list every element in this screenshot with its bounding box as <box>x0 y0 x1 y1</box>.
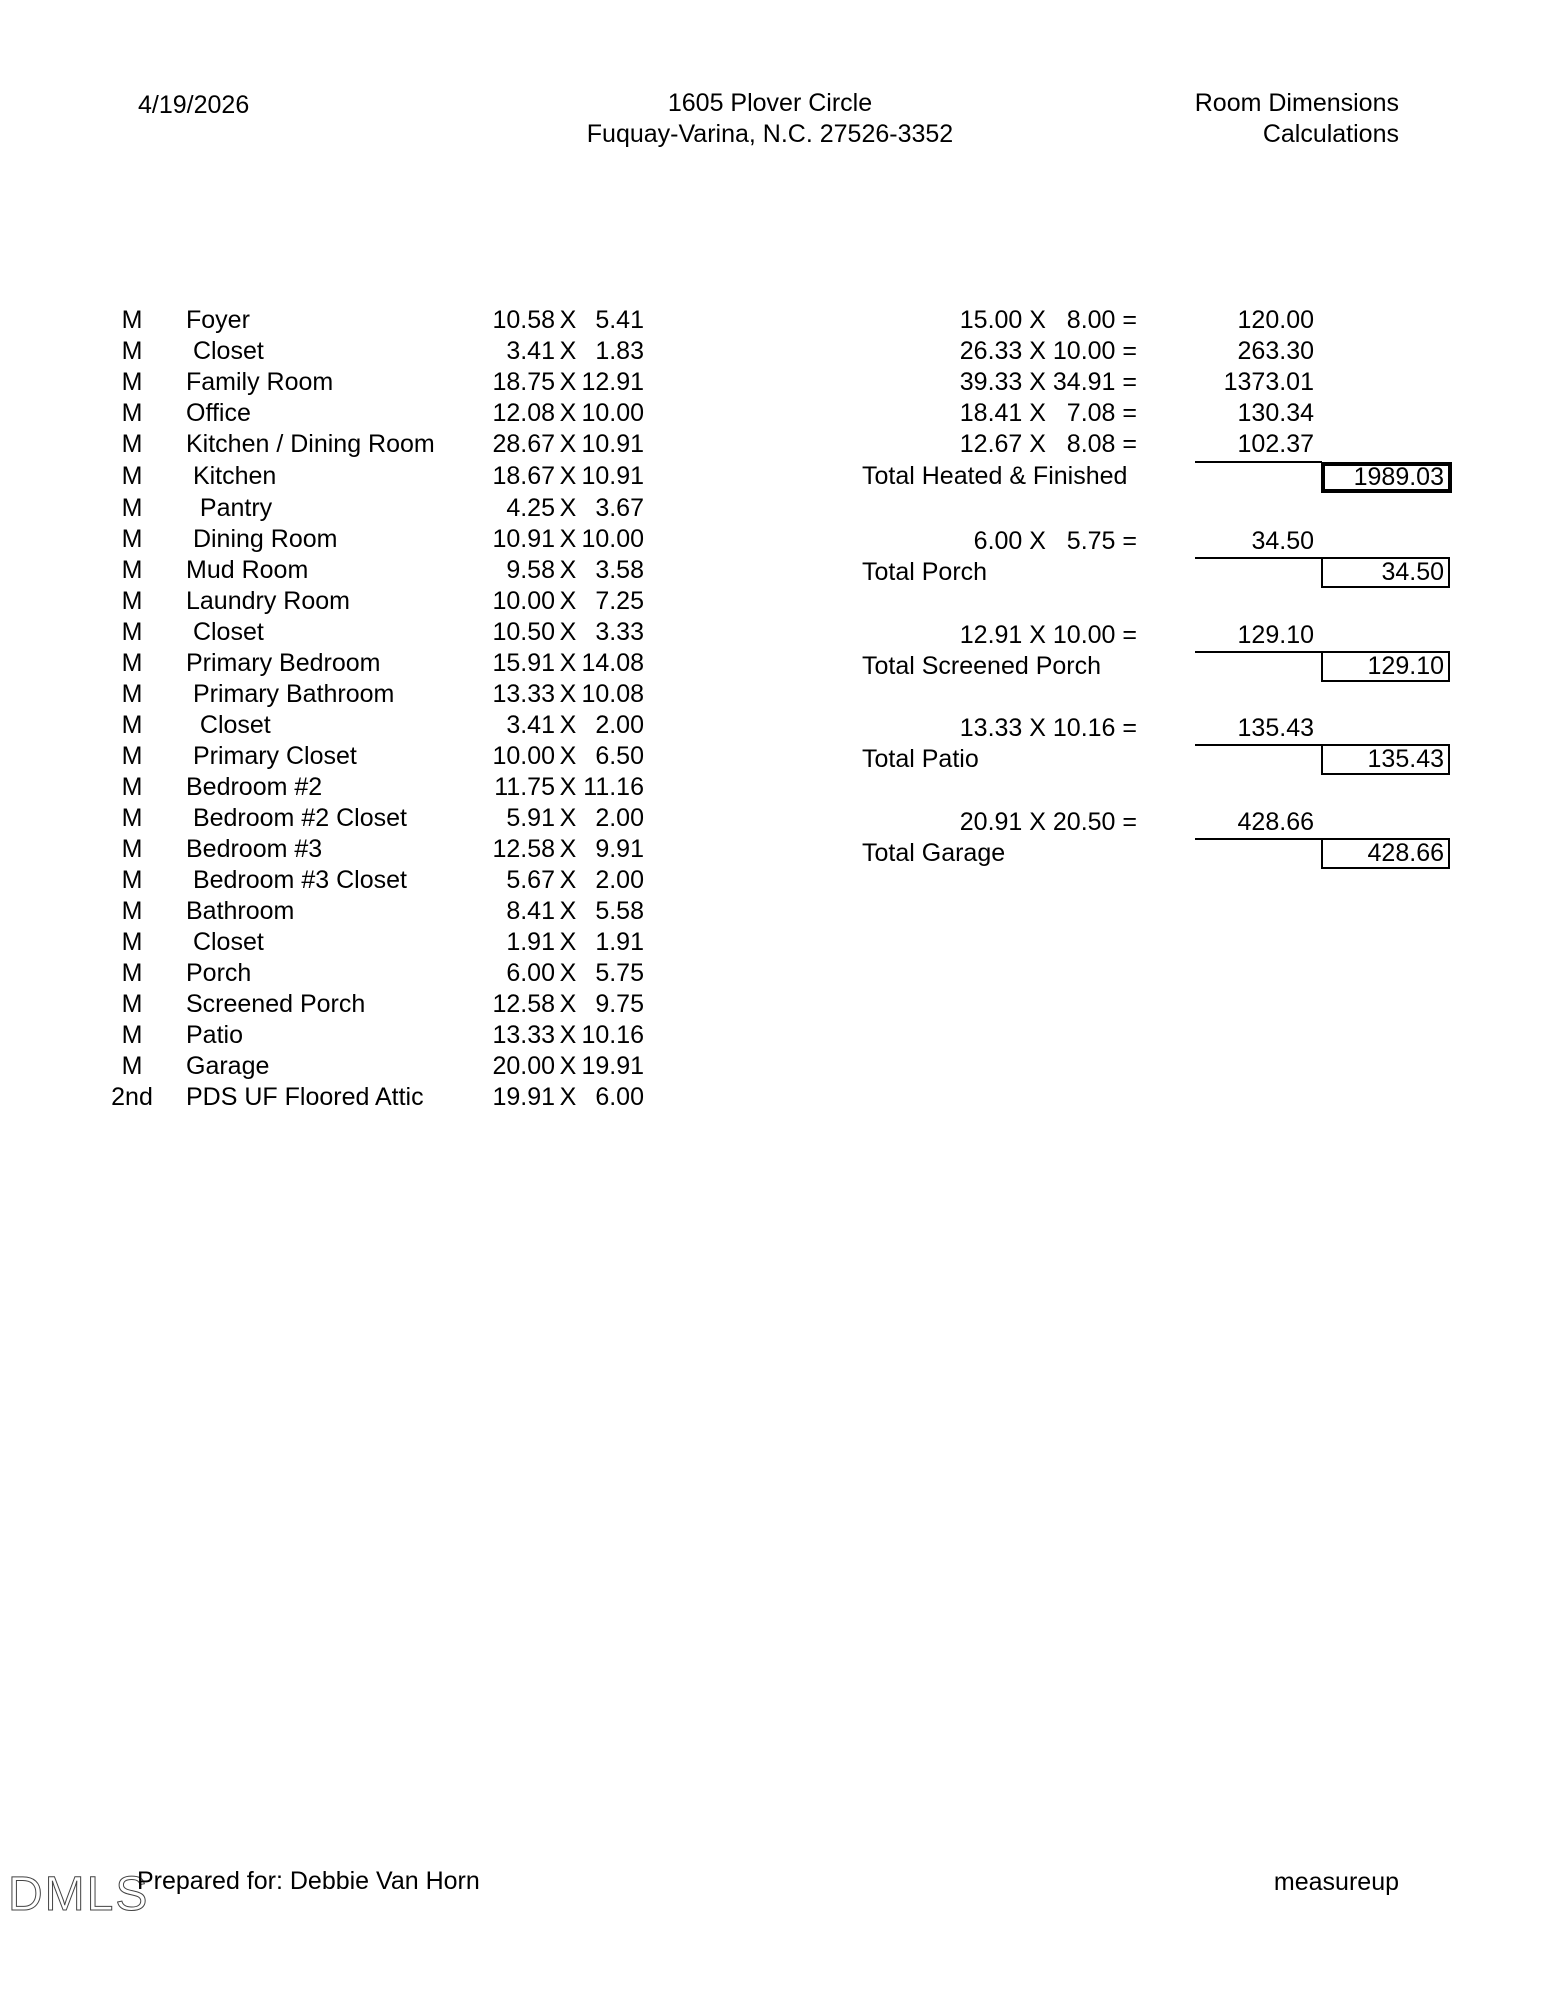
room-depth: 10.00 <box>581 525 644 553</box>
total-patio-value: 135.43 <box>1321 744 1450 775</box>
patio-area: 135.43 <box>1237 714 1314 742</box>
room-depth: 14.08 <box>581 649 644 677</box>
room-times: X <box>559 494 577 522</box>
room-times: X <box>559 928 577 956</box>
room-level: M <box>121 897 143 925</box>
room-name: Garage <box>186 1052 270 1080</box>
room-width: 12.08 <box>492 399 555 427</box>
room-times: X <box>559 990 577 1018</box>
total-porch-value: 34.50 <box>1321 557 1450 588</box>
total-screened-porch-value: 129.10 <box>1321 651 1450 682</box>
total-patio-label: Total Patio <box>862 745 979 773</box>
room-width: 19.91 <box>492 1083 555 1111</box>
room-name: Screened Porch <box>186 990 366 1018</box>
room-depth: 6.50 <box>595 742 644 770</box>
total-porch-label: Total Porch <box>862 558 988 586</box>
total-heated-label: Total Heated & Finished <box>862 462 1128 490</box>
room-name: Dining Room <box>186 525 338 553</box>
room-name: Primary Bathroom <box>186 680 395 708</box>
room-depth: 12.91 <box>581 368 644 396</box>
room-depth: 5.41 <box>595 306 644 334</box>
room-width: 13.33 <box>492 1021 555 1049</box>
room-width: 6.00 <box>506 959 555 987</box>
room-width: 8.41 <box>506 897 555 925</box>
room-times: X <box>559 587 577 615</box>
heated-area: 263.30 <box>1237 337 1314 365</box>
room-level: M <box>121 399 143 427</box>
room-depth: 3.58 <box>595 556 644 584</box>
room-width: 18.75 <box>492 368 555 396</box>
room-width: 10.00 <box>492 742 555 770</box>
room-level: M <box>121 835 143 863</box>
room-times: X <box>559 368 577 396</box>
room-times: X <box>559 462 577 490</box>
room-times: X <box>559 804 577 832</box>
room-times: X <box>559 1021 577 1049</box>
room-name: Closet <box>186 337 264 365</box>
room-times: X <box>559 618 577 646</box>
room-name: Bedroom #2 Closet <box>186 804 407 832</box>
room-width: 9.58 <box>506 556 555 584</box>
room-name: Bedroom #2 <box>186 773 323 801</box>
room-width: 3.41 <box>506 711 555 739</box>
room-level: M <box>121 866 143 894</box>
room-times: X <box>559 835 577 863</box>
room-times: X <box>559 556 577 584</box>
room-name: Primary Closet <box>186 742 357 770</box>
prepared-for: Prepared for: Debbie Van Horn <box>137 1867 480 1895</box>
room-depth: 10.16 <box>581 1021 644 1049</box>
room-times: X <box>559 711 577 739</box>
heated-formula: 26.33 X 10.00 = <box>959 337 1137 365</box>
room-width: 20.00 <box>492 1052 555 1080</box>
room-width: 12.58 <box>492 990 555 1018</box>
room-width: 10.58 <box>492 306 555 334</box>
room-level: M <box>121 773 143 801</box>
heated-formula: 12.67 X 8.08 = <box>959 430 1137 458</box>
heated-area: 1373.01 <box>1223 368 1314 396</box>
room-level: M <box>121 462 143 490</box>
room-level: M <box>121 804 143 832</box>
room-width: 15.91 <box>492 649 555 677</box>
room-width: 13.33 <box>492 680 555 708</box>
room-name: Bathroom <box>186 897 295 925</box>
room-depth: 10.00 <box>581 399 644 427</box>
room-width: 11.75 <box>494 773 555 801</box>
porch-area: 34.50 <box>1251 527 1314 555</box>
room-depth: 2.00 <box>595 804 644 832</box>
room-name: Patio <box>186 1021 243 1049</box>
room-depth: 1.91 <box>595 928 644 956</box>
room-depth: 10.91 <box>581 462 644 490</box>
address-line-2: Fuquay-Varina, N.C. 27526-3352 <box>586 120 954 148</box>
room-width: 10.91 <box>492 525 555 553</box>
room-times: X <box>559 680 577 708</box>
room-level: M <box>121 587 143 615</box>
room-width: 5.91 <box>506 804 555 832</box>
room-depth: 19.91 <box>581 1052 644 1080</box>
room-depth: 1.83 <box>595 337 644 365</box>
underline <box>1195 461 1322 463</box>
room-level: M <box>121 525 143 553</box>
svg-text:DMLS: DMLS <box>8 1868 150 1918</box>
room-width: 18.67 <box>492 462 555 490</box>
heated-formula: 39.33 X 34.91 = <box>959 368 1137 396</box>
room-name: Porch <box>186 959 252 987</box>
room-width: 10.00 <box>492 587 555 615</box>
underline <box>1195 838 1322 840</box>
room-level: M <box>121 494 143 522</box>
room-depth: 10.91 <box>581 430 644 458</box>
room-level: M <box>121 430 143 458</box>
garage-formula: 20.91 X 20.50 = <box>959 808 1137 836</box>
report-title-line-2: Calculations <box>1262 120 1399 148</box>
room-width: 3.41 <box>506 337 555 365</box>
room-times: X <box>559 399 577 427</box>
room-level: M <box>121 711 143 739</box>
room-depth: 3.67 <box>595 494 644 522</box>
room-name: Foyer <box>186 306 250 334</box>
room-depth: 7.25 <box>595 587 644 615</box>
underline <box>1195 557 1322 559</box>
room-level: M <box>121 556 143 584</box>
screened-porch-area: 129.10 <box>1237 621 1314 649</box>
room-depth: 3.33 <box>595 618 644 646</box>
room-width: 1.91 <box>506 928 555 956</box>
underline <box>1195 651 1322 653</box>
room-level: 2nd <box>111 1083 153 1111</box>
room-width: 28.67 <box>492 430 555 458</box>
room-times: X <box>559 866 577 894</box>
room-name: Kitchen / Dining Room <box>186 430 435 458</box>
room-times: X <box>559 430 577 458</box>
garage-area: 428.66 <box>1237 808 1314 836</box>
room-times: X <box>559 959 577 987</box>
screened-porch-formula: 12.91 X 10.00 = <box>959 621 1137 649</box>
room-level: M <box>121 1052 143 1080</box>
total-garage-value: 428.66 <box>1321 838 1450 869</box>
total-screened-porch-label: Total Screened Porch <box>862 652 1102 680</box>
room-name: PDS UF Floored Attic <box>186 1083 424 1111</box>
room-depth: 6.00 <box>595 1083 644 1111</box>
room-level: M <box>121 959 143 987</box>
room-times: X <box>559 1083 577 1111</box>
room-width: 10.50 <box>492 618 555 646</box>
room-width: 5.67 <box>506 866 555 894</box>
room-name: Primary Bedroom <box>186 649 381 677</box>
underline <box>1195 744 1322 746</box>
room-name: Mud Room <box>186 556 309 584</box>
report-title-line-1: Room Dimensions <box>1194 89 1399 117</box>
room-name: Family Room <box>186 368 334 396</box>
room-times: X <box>559 649 577 677</box>
room-depth: 9.75 <box>595 990 644 1018</box>
room-name: Laundry Room <box>186 587 350 615</box>
room-name: Bedroom #3 <box>186 835 323 863</box>
room-name: Pantry <box>186 494 273 522</box>
room-width: 12.58 <box>492 835 555 863</box>
patio-formula: 13.33 X 10.16 = <box>959 714 1137 742</box>
room-times: X <box>559 897 577 925</box>
dmls-logo <box>6 1868 156 1918</box>
heated-formula: 15.00 X 8.00 = <box>959 306 1137 334</box>
room-depth: 9.91 <box>595 835 644 863</box>
room-level: M <box>121 618 143 646</box>
room-depth: 5.75 <box>595 959 644 987</box>
room-times: X <box>559 525 577 553</box>
heated-area: 120.00 <box>1237 306 1314 334</box>
room-depth: 5.58 <box>595 897 644 925</box>
room-level: M <box>121 928 143 956</box>
porch-formula: 6.00 X 5.75 = <box>973 527 1137 555</box>
room-times: X <box>559 773 577 801</box>
room-level: M <box>121 337 143 365</box>
room-depth: 10.08 <box>581 680 644 708</box>
room-level: M <box>121 1021 143 1049</box>
room-name: Closet <box>186 711 271 739</box>
room-times: X <box>559 306 577 334</box>
room-times: X <box>559 742 577 770</box>
room-name: Bedroom #3 Closet <box>186 866 407 894</box>
heated-area: 130.34 <box>1237 399 1314 427</box>
room-level: M <box>121 368 143 396</box>
room-level: M <box>121 990 143 1018</box>
total-garage-label: Total Garage <box>862 839 1006 867</box>
room-times: X <box>559 337 577 365</box>
room-depth: 2.00 <box>595 866 644 894</box>
total-heated-value: 1989.03 <box>1321 462 1452 493</box>
room-level: M <box>121 306 143 334</box>
room-level: M <box>121 742 143 770</box>
room-depth: 2.00 <box>595 711 644 739</box>
room-level: M <box>121 680 143 708</box>
report-date: 4/19/2026 <box>138 91 250 119</box>
room-level: M <box>121 649 143 677</box>
company-name: measureup <box>1273 1868 1399 1896</box>
room-width: 4.25 <box>506 494 555 522</box>
room-name: Office <box>186 399 251 427</box>
room-depth: 11.16 <box>583 773 644 801</box>
address-line-1: 1605 Plover Circle <box>667 89 873 117</box>
room-name: Closet <box>186 928 264 956</box>
room-name: Kitchen <box>186 462 277 490</box>
heated-area: 102.37 <box>1237 430 1314 458</box>
heated-formula: 18.41 X 7.08 = <box>959 399 1137 427</box>
room-name: Closet <box>186 618 264 646</box>
room-times: X <box>559 1052 577 1080</box>
